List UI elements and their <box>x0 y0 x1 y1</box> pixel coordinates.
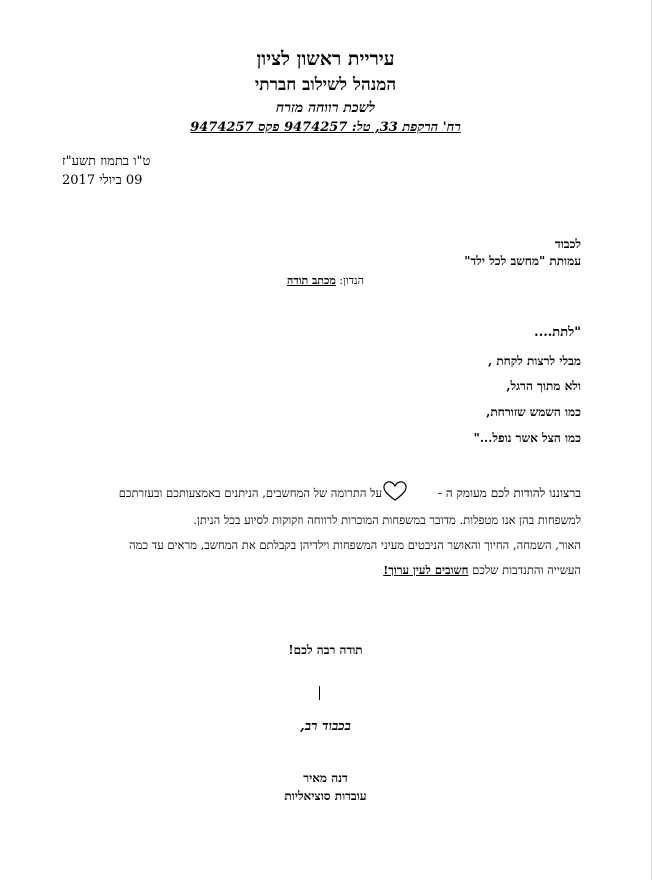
letterhead-address: רח' הרקפת 33, טל: 9474257 פקס 9474257 <box>190 120 461 135</box>
closing-thanks: תודה רבה לכם! <box>288 643 363 657</box>
body-line-1-end: על התרומה של המחשבים, הניתנים באמצעותכם ובעזרתכם <box>118 486 382 500</box>
poem-line: מבלי לרצות לקחת , <box>487 354 581 368</box>
closing-regards: בכבוד רב, <box>300 719 351 734</box>
letterhead-city: עיריית ראשון לציון <box>256 48 395 70</box>
recipient-org: עמותת "מחשב לכל ילד" <box>464 254 581 268</box>
text-cursor <box>319 686 320 700</box>
poem-line: ולא מתוך הרגל, <box>506 379 581 393</box>
signer-name: דנה מאיר <box>303 771 348 785</box>
subject-label: הנדון: <box>339 274 364 287</box>
date-gregorian: 09 ביולי 2017 <box>62 173 143 188</box>
body-emphasis: חשובים לעין ערוך! <box>383 563 469 577</box>
body-line-4 <box>383 563 581 577</box>
poem-line: כמו הצל אשר נופל..." <box>473 431 581 445</box>
letterhead-department: המנהל לשילוב חברתי <box>254 75 397 95</box>
date-hebrew: ט"ו בתמוז תשע"ז <box>62 154 151 169</box>
signer-title: עובדות סוציאליות <box>284 789 367 803</box>
letterhead-office: לשכת רווחה מזרח <box>275 100 376 116</box>
poem-line: כמו השמש שזורחת, <box>486 405 581 419</box>
subject-line <box>0 274 651 287</box>
heart-icon <box>381 480 409 502</box>
body-line-3: האור, השמחה, החיוך והאושר הניבטים מעיני המשפחות וילדיהן בקבלתם את המחשב, מראים עד כמה <box>128 538 581 552</box>
body-line-1-start: ברצוננו להודות לכם מעומק ה - <box>437 486 581 500</box>
recipient-honor: לכבוד <box>554 237 581 251</box>
body-line-2: למשפחות בהן אנו מטפלות. מדובר במשפחות המוכרות לרווחה וזקוקות לסיוע בכל הניתן. <box>193 513 581 527</box>
poem-line: "לתת.... <box>534 325 581 340</box>
body-line-4-text: העשייה והתנדבות שלכם <box>472 563 581 577</box>
subject-text: מכתב תודה <box>287 274 336 287</box>
